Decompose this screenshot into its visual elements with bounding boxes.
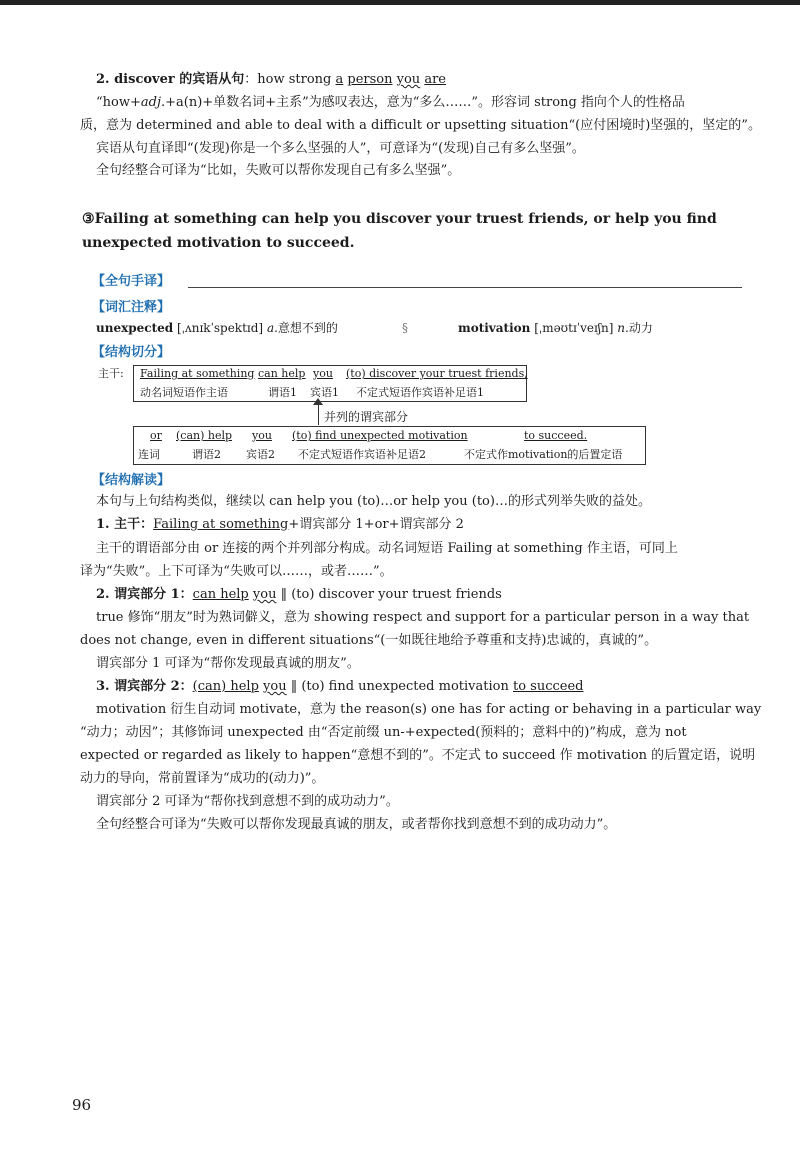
- diagram-row1-object: you: [313, 367, 333, 380]
- diagram-main-label: 主干:: [98, 367, 124, 380]
- vocab-entry-2: [458, 318, 653, 338]
- connector-line: [318, 403, 319, 425]
- explain-h3-you: you: [263, 679, 287, 694]
- sec2-heading-you: you: [396, 72, 421, 87]
- explain-heading-3: [96, 677, 583, 697]
- sec2-line1b: adj.: [140, 95, 166, 110]
- explain-p3c: expected or regarded as likely to happen“意想不到的”。不定式 to succeed 作 motivation 的后置定语，说明: [80, 748, 756, 763]
- explain-p1b: 译为“失败”。上下可译为“失败可以……，或者……”。: [80, 564, 393, 579]
- vocab-separator-icon: §: [402, 321, 408, 335]
- explain-h1-subject: Failing at something: [153, 517, 289, 532]
- sec2-heading-a: a: [335, 72, 344, 87]
- explain-p2b: does not change, even in different situations“(一如既往地给予尊重和支持)忠诚的，真诚的”。: [80, 633, 658, 648]
- vocab-entry-1: [96, 318, 338, 338]
- diagram-row2-role-object: 宾语2: [246, 448, 275, 461]
- diagram-row2-object: you: [252, 429, 272, 442]
- explain-h3-mid: ‖ (to) find unexpected motivation: [286, 679, 513, 694]
- translation-write-line[interactable]: [188, 287, 742, 288]
- sec2-heading-prefix: 2. discover 的宾语从句: [96, 72, 245, 87]
- explain-h3-succeed: to succeed: [512, 679, 584, 694]
- sec2-line3: 宾语从句直译即“(发现)你是一个多么坚强的人”，可意译为“(发现)自己有多么坚强”。: [96, 141, 585, 156]
- explain-p3f: 全句经整合可译为“失败可以帮你发现最真诚的朋友，或者帮你找到意想不到的成功动力”。: [96, 817, 617, 832]
- explain-h2-you: you: [252, 587, 277, 602]
- vocab-meaning-2: 动力: [628, 321, 653, 335]
- explain-h3-verb: (can) help: [192, 679, 259, 694]
- diagram-connector-label: 并列的谓宾部分: [324, 410, 409, 424]
- page-number: 96: [72, 1096, 92, 1114]
- vocab-pos-2: n.: [617, 321, 629, 335]
- diagram-row2-conj: or: [150, 429, 162, 442]
- explain-h2-rest: ‖ (to) discover your truest friends: [276, 587, 502, 602]
- explain-h2-label: 2. 谓宾部分 1：: [96, 587, 193, 602]
- diagram-row2-role-verb: 谓语2: [192, 448, 221, 461]
- explain-h3-label: 3. 谓宾部分 2：: [96, 679, 193, 694]
- label-structure-cut: 【结构切分】: [92, 345, 171, 360]
- vocab-meaning-1: 意想不到的: [277, 321, 338, 335]
- diagram-row1-subject: Failing at something: [140, 367, 255, 380]
- vocab-phonetic-2: [ˌməʊtɪˈveɪʃn]: [534, 321, 614, 335]
- explain-p2c: 谓宾部分 1 可译为“帮你发现最真诚的朋友”。: [96, 656, 360, 671]
- explain-heading-1: [96, 515, 464, 535]
- explain-h1-label: 1. 主干：: [96, 517, 154, 532]
- diagram-row2-complement: (to) find unexpected motivation: [292, 429, 468, 442]
- sec2-heading-colon: ：: [244, 72, 258, 87]
- explain-heading-2: [96, 585, 502, 605]
- vocab-pos-1: a.: [266, 321, 278, 335]
- sec2-heading-person: person: [347, 72, 393, 87]
- sec2-heading-rest: how strong: [257, 72, 336, 87]
- diagram-row1-role-complement: 不定式短语作宾语补足语1: [356, 386, 484, 399]
- vocab-phonetic-1: [ˌʌnɪkˈspektɪd]: [176, 321, 264, 335]
- sentence-text: Failing at something can help you discover your truest friends, or help you find unexpected motivation to succeed.: [82, 211, 717, 251]
- label-translate: 【全句手译】: [92, 274, 171, 289]
- diagram-row2-role-conj: 连词: [138, 448, 160, 461]
- diagram-row2-role-attribute: 不定式作motivation的后置定语: [464, 448, 623, 461]
- explain-p3a: motivation 衍生自动词 motivate，意为 the reason(s) one has for acting or behaving in a particular way: [96, 702, 762, 717]
- sec2-line2: 质，意为 determined and able to deal with a difficult or upsetting situation“(应付困境时)坚强的，坚定的”。: [80, 118, 761, 133]
- sec2-heading-are: are: [424, 72, 446, 87]
- label-structure-explain: 【结构解读】: [92, 473, 171, 488]
- explain-p3e: 谓宾部分 2 可译为“帮你找到意想不到的成功动力”。: [96, 794, 399, 809]
- diagram-row2-attribute: to succeed.: [524, 429, 588, 442]
- explain-p3b: “动力；动因”；其修饰词 unexpected 由“否定前缀 un-+expected(预料的；意料中的)”构成，意为 not: [80, 725, 687, 740]
- label-vocab: 【词汇注释】: [92, 300, 171, 315]
- diagram-row1-role-object: 宾语1: [310, 386, 339, 399]
- diagram-row1-role-verb: 谓语1: [268, 386, 297, 399]
- sec2-line1: [96, 93, 685, 113]
- diagram-row2-role-complement: 不定式短语作宾语补足语2: [298, 448, 426, 461]
- diagram-row1-role-subject: 动名词短语作主语: [140, 386, 228, 399]
- sec2-line1a: “how+: [96, 95, 141, 110]
- sentence-number: ③: [82, 211, 95, 227]
- explain-p1a: 主干的谓语部分由 or 连接的两个并列部分构成。动名词短语 Failing at something 作主语，可同上: [96, 541, 678, 556]
- sentence-3: [82, 207, 762, 255]
- diagram-row1-verb: can help: [258, 367, 306, 380]
- vocab-word-2: motivation: [458, 321, 531, 335]
- top-border: [0, 0, 800, 5]
- sec2-line1c: +a(n)+单数名词+主系”为感叹表达，意为“多么……”。形容词 strong 指向个人的性格品: [165, 95, 685, 110]
- explain-p2a: true 修饰“朋友”时为熟词僻义，意为 showing respect and support for a particular person in a way that: [96, 610, 750, 625]
- sec2-line4: 全句经整合可译为“比如，失败可以帮你发现自己有多么坚强”。: [96, 163, 461, 178]
- diagram-row2-verb: (can) help: [176, 429, 233, 442]
- explain-h1-rest: +谓宾部分 1+or+谓宾部分 2: [288, 517, 464, 532]
- vocab-word-1: unexpected: [96, 321, 174, 335]
- diagram-row1-complement: (to) discover your truest friends,: [346, 367, 528, 380]
- explain-intro: 本句与上句结构类似，继续以 can help you (to)…or help you (to)…的形式列举失败的益处。: [96, 494, 651, 509]
- explain-p3d: 动力的导向，常前置译为“成功的(动力)”。: [80, 771, 325, 786]
- explain-h2-verb: can help: [192, 587, 249, 602]
- sec2-heading: [96, 70, 446, 90]
